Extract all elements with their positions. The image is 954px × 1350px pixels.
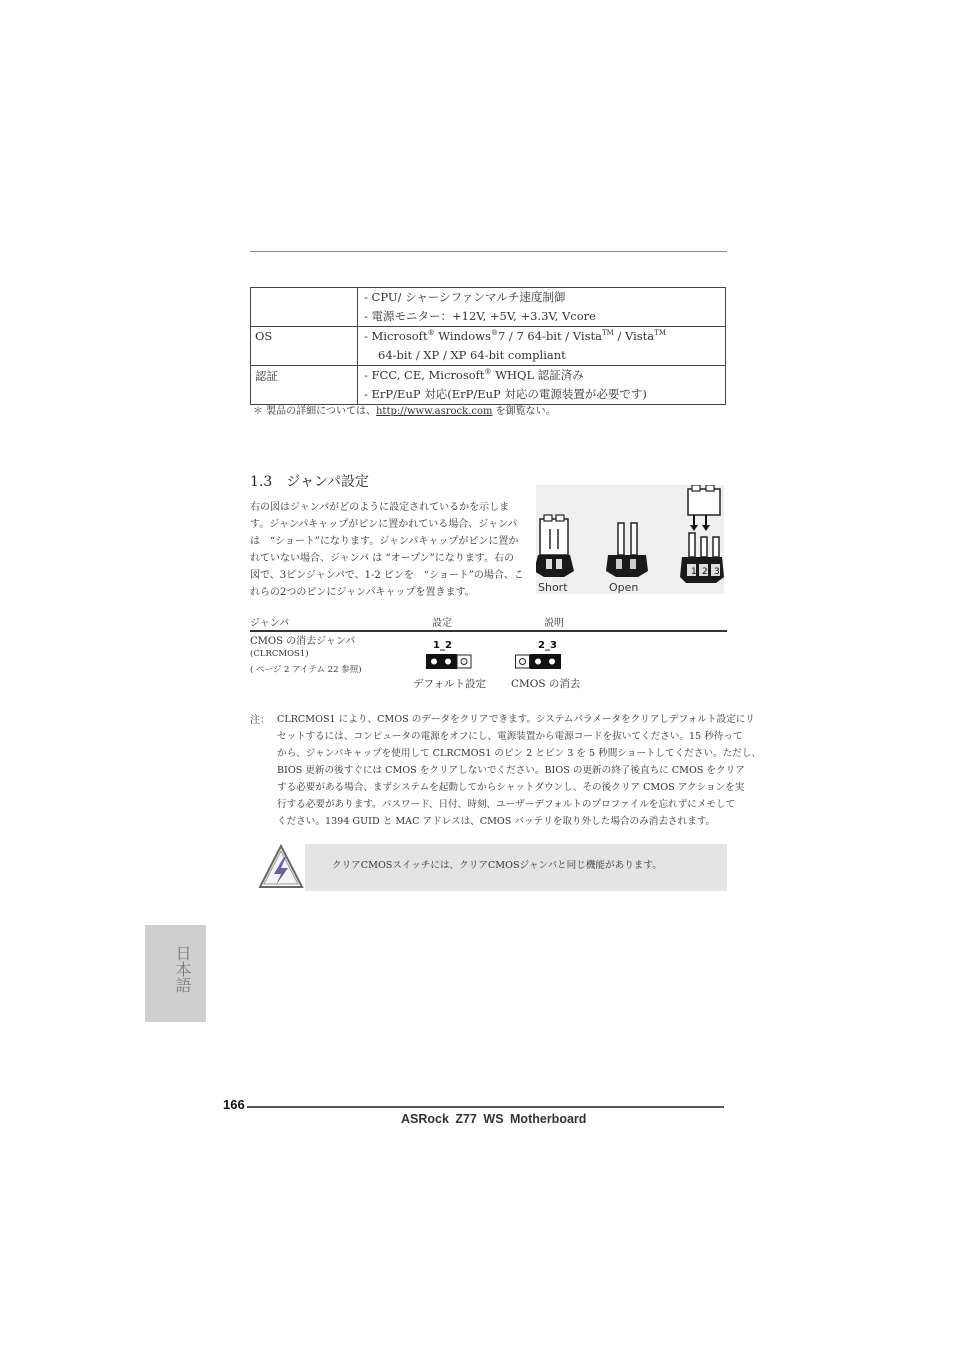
pin-number: 3 xyxy=(714,567,720,577)
warning-text: クリアCMOSスイッチには、クリアCMOSジャンパと同じ機能があります。 xyxy=(332,860,662,871)
jumper-table-header xyxy=(250,614,727,632)
spec-line: 64-bit / XP / XP 64-bit compliant xyxy=(378,348,566,362)
short-label: Short xyxy=(538,581,568,594)
note-text: CLRCMOS1 により、CMOS のデータをクリアできます。システムパラメータをクリアしデフォルト設定にリ セットするには、コンピュータの電源をオフにし、電源装置から電源コードを抜いてください。15 秒待って から、ジャンパキャップを使用して CLRCMOS1 のピン 2 とピン 3 を 5 秒間ショートしてください。ただし、 BIOS 更新の後すぐには CMOS をクリアしないでください。BIOS の更新の終了後直ちに CMOS をクリア する必要がある場合、まずシステムを起動してからシャットダウンし、その後クリア CMOS アクションを実 行する必要があります。パスワード、日付、時刻、ユーザーデフォルトのプロファイルを忘れずにメモして ください。1394 GUID と MAC アドレスは、CMOS バッテリを取り外した場合のみ消去されます。 xyxy=(277,714,762,827)
asrock-link[interactable]: http://www.asrock.com xyxy=(375,406,493,417)
footnote: ＊ 製品の詳細については、http://www.asrock.com を御覧ない。 xyxy=(253,406,556,417)
col-header-setting: 設定 xyxy=(432,618,452,629)
footer-model: ASRock Z77 WS Motherboard xyxy=(401,1112,587,1126)
setting1-pin-icon xyxy=(426,654,472,670)
spec-line: - Microsoft® Windows®7 / 7 64-bit / Vista™ / Vista™ xyxy=(364,329,666,343)
warning-lightning-icon xyxy=(257,843,305,891)
open-label: Open xyxy=(609,581,639,594)
table-row xyxy=(251,327,726,366)
header-rule xyxy=(250,251,727,252)
jumper-code: (CLRCMOS1) xyxy=(250,649,309,659)
jumper-name: CMOS の消去ジャンパ xyxy=(250,636,356,647)
spec-line: - FCC, CE, Microsoft® WHQL 認証済み xyxy=(364,368,584,382)
page-number: 166 xyxy=(223,1097,245,1112)
spec-line: - CPU/ シャーシファンマルチ速度制御 xyxy=(364,290,566,304)
col-header-description: 説明 xyxy=(544,618,564,629)
table-row xyxy=(251,366,726,405)
pin-number: 2 xyxy=(702,567,708,577)
spec-label: 認証 xyxy=(251,366,358,405)
table-row xyxy=(251,288,726,327)
spec-label: OS xyxy=(251,327,358,366)
spec-line: - 電源モニター：+12V, +5V, +3.3V, Vcore xyxy=(364,309,596,323)
footer-rule xyxy=(247,1106,724,1108)
setting2-caption: CMOS の消去 xyxy=(511,678,581,690)
spec-table xyxy=(250,287,726,405)
spec-line: - ErP/EuP 対応(ErP/EuP 対応の電源装置が必要です) xyxy=(364,387,647,401)
language-tab-label: 日本語 xyxy=(173,945,192,993)
setting1-caption: デフォルト設定 xyxy=(413,678,486,690)
setting2-pins-label: 2_3 xyxy=(538,640,557,651)
spec-label xyxy=(251,288,358,327)
setting1-pins-label: 1_2 xyxy=(433,640,452,651)
setting2-pin-icon xyxy=(515,654,561,670)
section-title: 1.3 ジャンパ設定 xyxy=(250,474,370,490)
intro-text: 右の図はジャンパがどのように設定されているかを示しま す。ジャンパキャップがピンに置かれている場合、ジャンパ は “ショート”になります。ジャンパキャップがピンに置か れていない場合、ジャンパ は “オープン”になります。右の 図で、3ピンジャンパで、1-2 ピンを “ショート”の場合、こ れらの2つのピンにジャンパキャップを置きます。 xyxy=(250,502,524,598)
short-jumper-icon xyxy=(536,515,574,577)
note-label: 注： xyxy=(250,715,270,726)
jumper-ref: ( ページ 2 アイテム 22 参照) xyxy=(250,665,362,675)
jumper-diagram xyxy=(536,485,724,594)
open-jumper-icon xyxy=(606,523,648,577)
pin-number: 1 xyxy=(691,567,697,577)
jumper-diagram-illustration xyxy=(536,485,724,594)
col-header-jumper: ジャンパ xyxy=(250,618,290,629)
